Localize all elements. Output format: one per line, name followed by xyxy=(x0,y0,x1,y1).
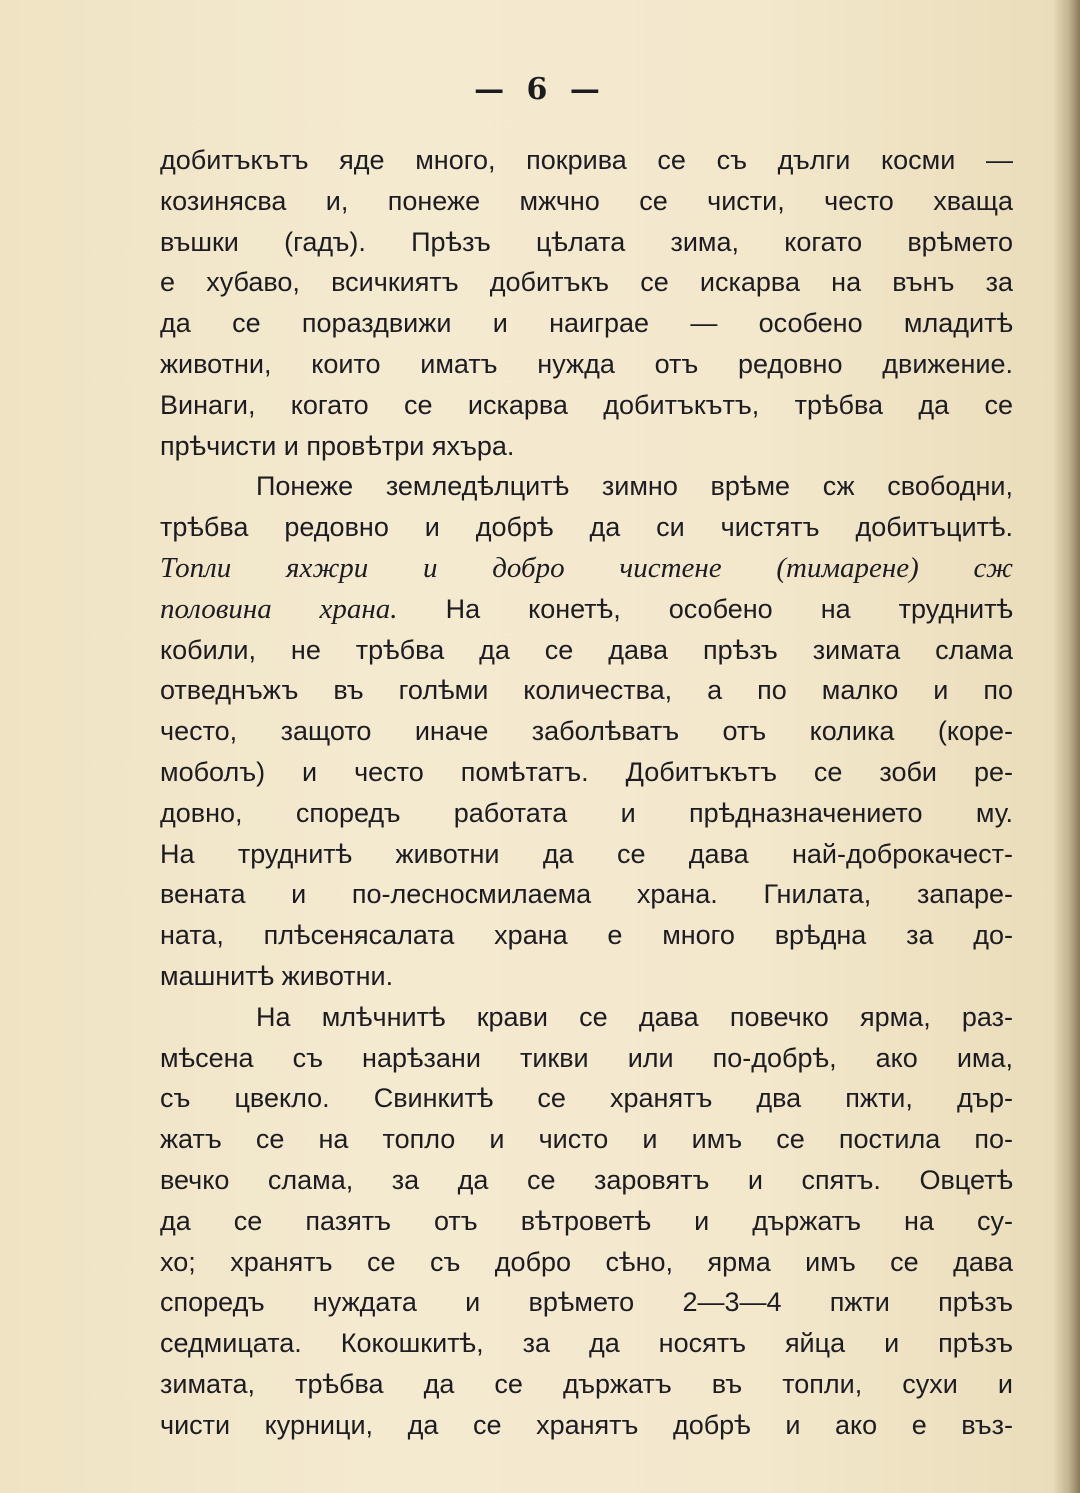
text-line: съ цвекло. Свинкитѣ се хранятъ два пжти, дър- xyxy=(160,1083,1013,1114)
text-line: да се пазятъ отъ вѣтроветѣ и държатъ на су- xyxy=(160,1205,1013,1236)
mixed-text-line xyxy=(160,589,1013,630)
text-line: моболъ) и често помѣтатъ. Добитъкътъ се зоби ре- xyxy=(160,756,1013,787)
text-line: прѣчисти и провѣтри яхъра. xyxy=(160,430,515,461)
italic-phrase: половина храна. xyxy=(160,592,398,625)
text-line: На труднитѣ животни да се дава най-доброкачест- xyxy=(160,838,1013,869)
regular-phrase: На конетѣ, особено на труднитѣ xyxy=(397,593,1013,624)
text-line: е хубаво, всичкиятъ добитъкъ се искарва на вънъ за xyxy=(160,267,1013,298)
text-line: добитъкътъ яде много, покрива се съ дълги косми — xyxy=(160,145,1013,175)
text-line: отведнъжъ въ голѣми количества, а по малко и по xyxy=(160,675,1013,706)
text-line: седмицата. Кокошкитѣ, за да носятъ яйца и прѣзъ xyxy=(160,1328,1013,1359)
text-line: да се пораздвижи и наиграе — особено младитѣ xyxy=(160,308,1013,339)
body-text xyxy=(160,140,1013,1446)
page-number: — 6 — xyxy=(474,72,606,107)
text-line: животни, които иматъ нужда отъ редовно движение. xyxy=(160,348,1013,379)
paragraph-3 xyxy=(160,997,1013,1446)
text-line: вената и по-лесносмилаема храна. Гнилата, запаре- xyxy=(160,879,1013,910)
text-line: мѣсена съ нарѣзани тикви или по-добрѣ, ако има, xyxy=(160,1042,1013,1073)
text-line: трѣбва редовно и добрѣ да си чистятъ добитъцитѣ. xyxy=(160,512,1013,543)
text-line: жатъ се на топло и чисто и имъ се постила по- xyxy=(160,1124,1013,1155)
text-line: често, защото иначе заболѣватъ отъ колика (коре- xyxy=(160,716,1013,747)
paragraph-2 xyxy=(160,466,1013,996)
text-line: зимата, трѣбва да се държатъ въ топли, сухи и xyxy=(160,1368,1013,1399)
text-line: кобили, не трѣбва да се дава прѣзъ зимата слама xyxy=(160,634,1013,665)
text-line: машнитѣ животни. xyxy=(160,960,394,991)
text-line: На млѣчнитѣ крави се дава повечко ярма, раз- xyxy=(256,1001,1013,1032)
text-line: споредъ нуждата и врѣмето 2—3—4 пжти прѣзъ xyxy=(160,1287,1013,1318)
text-line: хо; хранятъ се съ добро сѣно, ярма имъ се дава xyxy=(160,1246,1013,1277)
text-line: Винаги, когато се искарва добитъкътъ, трѣбва да се xyxy=(160,389,1013,420)
text-line: Понеже земледѣлцитѣ зимно врѣме сж свободни, xyxy=(256,471,1013,502)
paragraph-1 xyxy=(160,140,1013,466)
text-line: ната, плѣсенясалата храна е много врѣдна за до- xyxy=(160,920,1013,951)
text-line: чисти курници, да се хранятъ добрѣ и ако е въз- xyxy=(160,1409,1013,1440)
italic-text-line: Топли яхжри и добро чистене (тимарене) сж xyxy=(160,551,1013,584)
text-line: козинясва и, понеже мжчно се чисти, често хваща xyxy=(160,185,1013,216)
text-line: въшки (гадъ). Прѣзъ цѣлата зима, когато врѣмето xyxy=(160,226,1013,257)
text-line: довно, споредъ работата и прѣдназначението му. xyxy=(160,797,1013,828)
text-line: вечко слама, за да се заровятъ и спятъ. Овцетѣ xyxy=(160,1164,1013,1195)
